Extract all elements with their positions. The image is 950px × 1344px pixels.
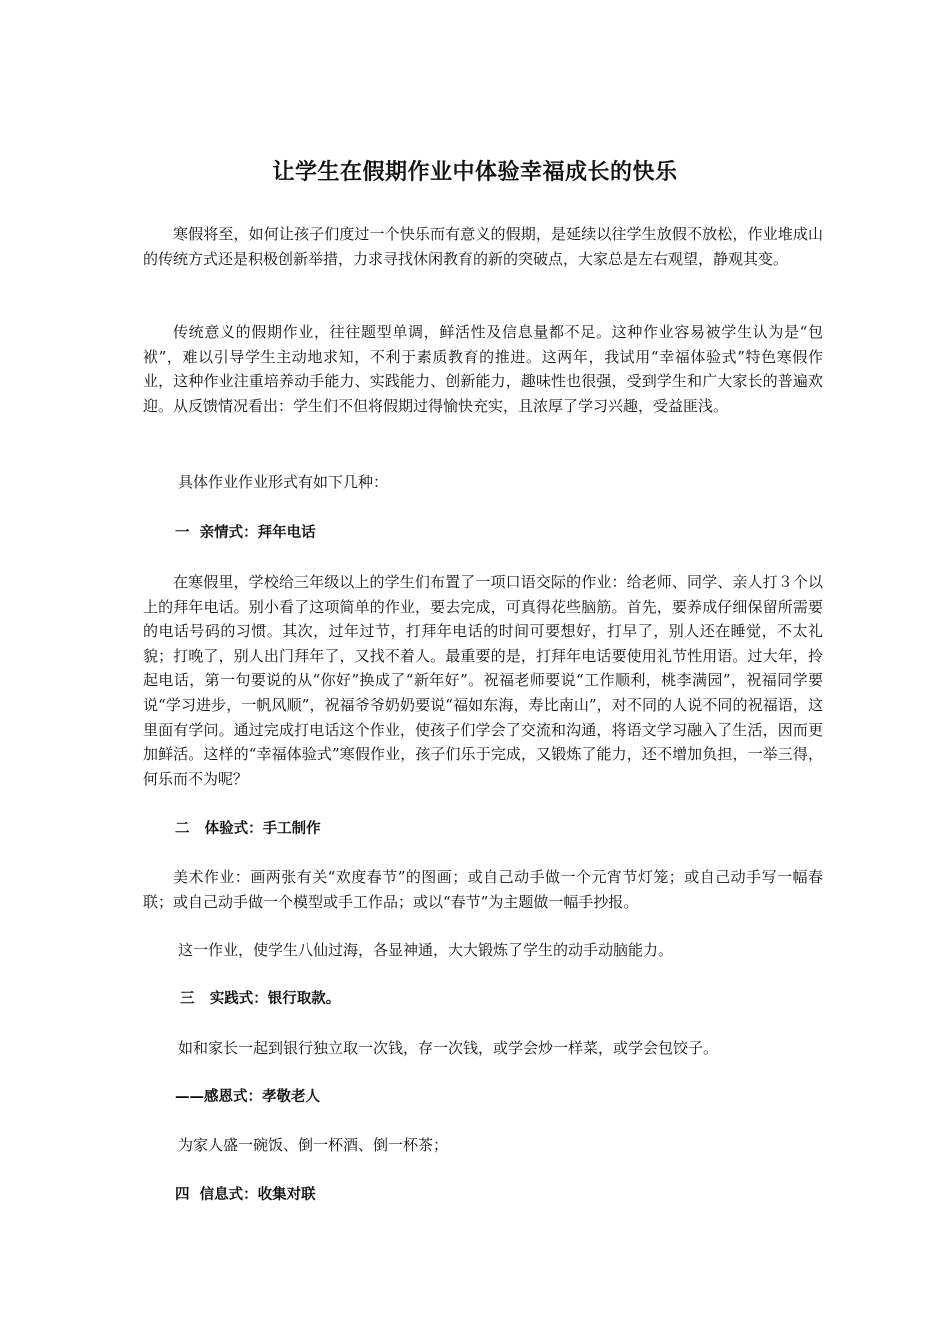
section-heading-handicraft: 二 体验式：手工制作 bbox=[175, 821, 321, 837]
context-paragraph: 传统意义的假期作业，往往题型单调，鲜活性及信息量都不足。这种作业容易被学生认为是“包袱”，难以引导学生主动地求知，不利于素质教育的推进。这两年，我试用“幸福体验式”特色寒假作业，这种作业注重培养动手能力、实践能力、创新能力，趣味性也很强，受到学生和广大家长的普遍欢迎。从反馈情况看出：学生们不但将假期过得愉快充实，且浓厚了学习兴趣，受益匪浅。 bbox=[143, 323, 823, 415]
section-heading-gratitude: ——感恩式：孝敬老人 bbox=[175, 1089, 320, 1105]
document-title: 让学生在假期作业中体验幸福成长的快乐 bbox=[272, 160, 678, 185]
section-body-phone-call: 在寒假里，学校给三年级以上的学生们布置了一项口语交际的作业：给老师、同学、亲人打３个以上的拜年电话。别小看了这项简单的作业，要去完成，可真得花些脑筋。首先，要养成仔细保留所需要的电话号码的习惯。其次，过年过节，打拜年电话的时间可要想好，打早了，别人还在睡觉，不太礼貌；打晚了，别人出门拜年了，又找不着人。最重要的是，打拜年电话要使用礼节性用语。过大年，拎起电话，第一句要说的从“你好”换成了“新年好”。祝福老师要说“工作顺利，桃李满园”，祝福同学要说“学习进步，一帆风顺”，祝福爷爷奶奶要说“福如东海，寿比南山”，对不同的人说不同的祝福语，这里面有学问。通过完成打电话这个作业，使孩子们学会了交流和沟通，将语文学习融入了生活，因而更加鲜活。这样的“幸福体验式”寒假作业，孩子们乐于完成，又锻炼了能力，还不增加负担，一举三得，何乐而不为呢？ bbox=[143, 573, 823, 788]
forms-intro-line: 具体作业作业形式有如下几种： bbox=[178, 473, 389, 491]
section-body-gratitude: 为家人盛一碗饭、倒一杯酒、倒一杯茶； bbox=[178, 1136, 449, 1154]
section-heading-phone-call: 一 亲情式：拜年电话 bbox=[175, 525, 316, 541]
section-note-handicraft: 这一作业，使学生八仙过海，各显神通，大大锻炼了学生的动手动脑能力。 bbox=[178, 941, 674, 959]
intro-paragraph: 寒假将至，如何让孩子们度过一个快乐而有意义的假期，是延续以往学生放假不放松，作业堆成山的传统方式还是积极创新举措，力求寻找休闲教育的新的突破点，大家总是左右观望，静观其变。 bbox=[143, 225, 823, 268]
section-heading-couplets: 四 信息式：收集对联 bbox=[175, 1187, 316, 1203]
section-heading-bank: 三 实践式：银行取款。 bbox=[175, 991, 341, 1007]
section-body-handicraft: 美术作业：画两张有关“欢度春节”的图画；或自己动手做一个元宵节灯笼；或自己动手写一幅春联；或自己动手做一个模型或手工作品；或以“春节”为主题做一幅手抄报。 bbox=[143, 868, 823, 911]
section-body-bank: 如和家长一起到银行独立取一次钱，存一次钱，或学会炒一样菜，或学会包饺子。 bbox=[178, 1039, 719, 1057]
